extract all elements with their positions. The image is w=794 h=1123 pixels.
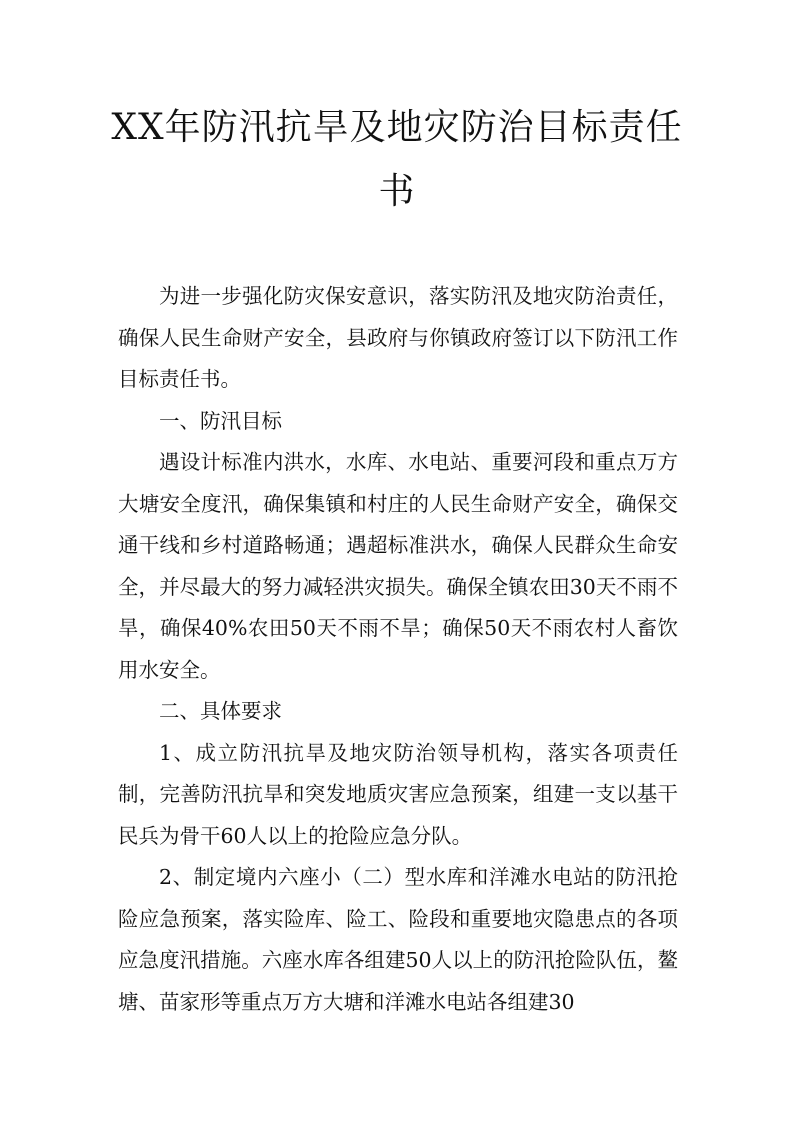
requirement-item-1: 1、成立防汛抗旱及地灾防治领导机构，落实各项责任制，完善防汛抗旱和突发地质灾害应急预案，组建一支以基干民兵为骨干60人以上的抢险应急分队。 (118, 740, 678, 848)
section-heading-requirements: 二、具体要求 (159, 699, 282, 723)
document-body (118, 276, 678, 1023)
intro-paragraph: 为进一步强化防灾保安意识，落实防汛及地灾防治责任，确保人民生命财产安全，县政府与你镇政府签订以下防汛工作目标责任书。 (118, 284, 678, 391)
requirement-item-2: 2、制定境内六座小（二）型水库和洋滩水电站的防汛抢险应急预案，落实险库、险工、险段和重要地灾隐患点的各项应急度汛措施。六座水库各组建50人以上的防汛抢险队伍，鳌塘、苗家形等重点万方大塘和洋滩水电站各组建30 (118, 865, 678, 1014)
section-heading-goals: 一、防汛目标 (159, 408, 282, 433)
goals-paragraph: 遇设计标准内洪水，水库、水电站、重要河段和重点万方大塘安全度汛，确保集镇和村庄的人民生命财产安全，确保交通干线和乡村道路畅通；遇超标准洪水，确保人民群众生命安全，并尽最大的努力减轻洪灾损失。确保全镇农田30天不雨不旱，确保40%农田50天不雨不旱；确保50天不雨农村人畜饮用水安全。 (118, 450, 678, 682)
document-title: XX年防汛抗旱及地灾防治目标责任书 (111, 107, 683, 212)
